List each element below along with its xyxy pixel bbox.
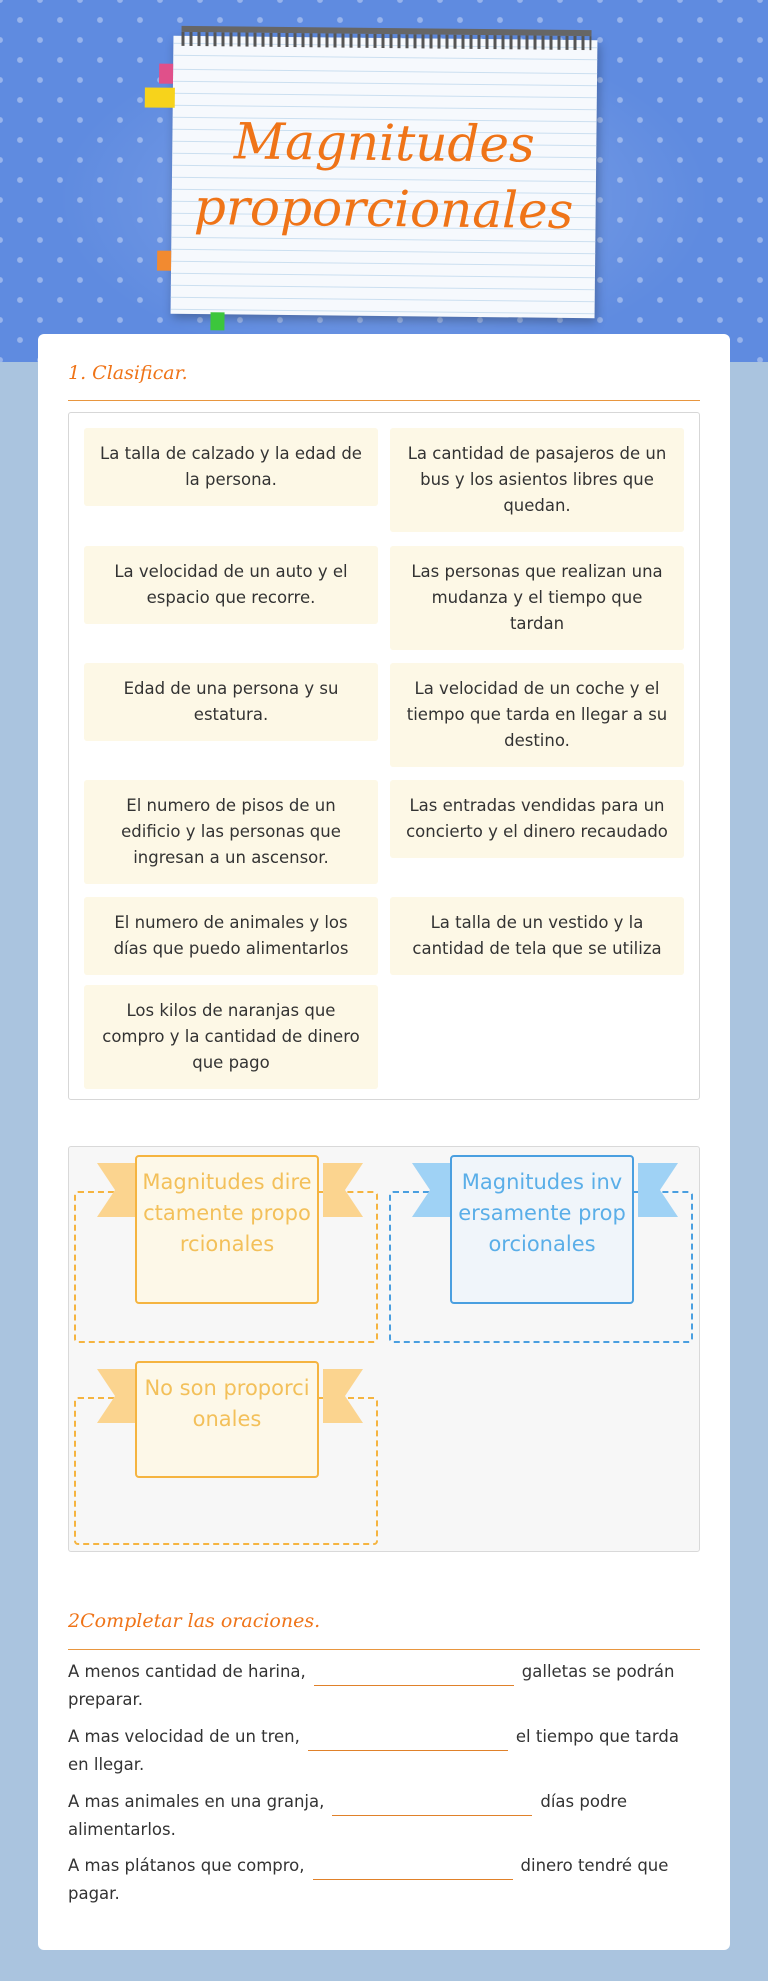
sentence-text: A menos cantidad de harina, (68, 1662, 306, 1681)
sentence-text: el tiempo que tarda en llegar. (68, 1727, 679, 1774)
blank-input[interactable] (308, 1728, 508, 1751)
notepad-illustration (171, 36, 598, 318)
draggable-item[interactable]: Los kilos de naranjas que compro y la cantidad de dinero que pago (84, 985, 378, 1089)
fill-sentence (68, 1852, 700, 1908)
page-title: Magnitudes proporcionales (193, 112, 574, 240)
draggable-item[interactable]: Edad de una persona y su estatura. (84, 663, 378, 741)
sticky-tab-green (210, 312, 224, 330)
section-divider (68, 400, 700, 401)
ribbon-right-orange (323, 1163, 363, 1217)
section-title-clasificar: 1. Clasificar. (68, 362, 188, 384)
draggable-item[interactable]: Las personas que realizan una mudanza y el tiempo que tardan (390, 546, 684, 650)
draggable-item[interactable]: El numero de animales y los días que puedo alimentarlos (84, 897, 378, 975)
ribbon-left-orange (97, 1369, 137, 1423)
sentence-text: A mas animales en una granja, (68, 1792, 325, 1811)
blank-input[interactable] (313, 1857, 513, 1880)
ribbon-left-orange (97, 1163, 137, 1217)
section-divider (68, 1649, 700, 1650)
draggable-item[interactable]: La cantidad de pasajeros de un bus y los asientos libres que quedan. (390, 428, 684, 532)
draggable-items-panel (68, 412, 700, 1100)
section-title-completar: 2Completar las oraciones. (68, 1610, 321, 1632)
worksheet-card (38, 334, 730, 1950)
ribbon-left-blue (412, 1163, 452, 1217)
sentence-text: galletas se podrán preparar. (68, 1662, 675, 1709)
sentence-text: días podre alimentarlos. (68, 1792, 627, 1839)
sentence-text: A mas velocidad de un tren, (68, 1727, 300, 1746)
blank-input[interactable] (332, 1793, 532, 1816)
draggable-item[interactable]: La talla de calzado y la edad de la persona. (84, 428, 378, 506)
blank-input[interactable] (314, 1663, 514, 1686)
draggable-item[interactable]: La talla de un vestido y la cantidad de tela que se utiliza (390, 897, 684, 975)
fill-sentence (68, 1788, 700, 1844)
draggable-item[interactable]: La velocidad de un auto y el espacio que recorre. (84, 546, 378, 624)
sentence-text: dinero tendré que pagar. (68, 1856, 669, 1903)
category-label-inversamente: Magnitudes inversamente proporcionales (450, 1155, 634, 1304)
ribbon-right-orange (323, 1369, 363, 1423)
sentence-text: A mas plátanos que compro, (68, 1856, 305, 1875)
fill-sentence (68, 1723, 700, 1779)
category-label-directamente: Magnitudes directamente proporcionales (135, 1155, 319, 1304)
category-drop-area (68, 1146, 700, 1552)
sticky-tab-orange (157, 251, 171, 271)
draggable-item[interactable]: El numero de pisos de un edificio y las personas que ingresan a un ascensor. (84, 780, 378, 884)
spiral-binding (181, 26, 591, 50)
header-banner (0, 0, 768, 362)
fill-sentence (68, 1658, 700, 1714)
sticky-tab-pink (159, 64, 173, 84)
draggable-item[interactable]: La velocidad de un coche y el tiempo que tarda en llegar a su destino. (390, 663, 684, 767)
category-label-no-proporcionales: No son proporcionales (135, 1361, 319, 1478)
draggable-item[interactable]: Las entradas vendidas para un concierto y el dinero recaudado (390, 780, 684, 858)
ribbon-right-blue (638, 1163, 678, 1217)
sticky-tab-yellow (145, 87, 175, 107)
